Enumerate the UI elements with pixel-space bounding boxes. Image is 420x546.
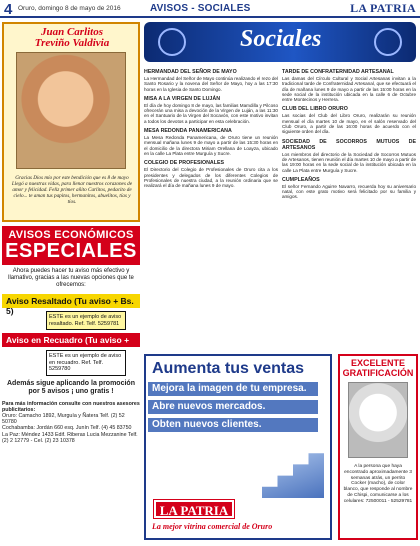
- ad-line: Obten nuevos clientes.: [148, 418, 318, 432]
- notice-body: El Directorio del Colegio de Profesionales de Oruro cita a los presidentes y delegados de los diferentes Colegios de Profesionales de nuestra ciudad, a la reunión ordinaria que se realizará el día de mañana lunes 9 de mayo.: [144, 167, 278, 189]
- birthday-announcement: [2, 22, 140, 222]
- left-column: [2, 22, 140, 444]
- header-date: Oruro, domingo 8 de mayo de 2016: [18, 5, 121, 12]
- reward-title: EXCELENTE GRATIFICACIÓN: [342, 358, 414, 378]
- ads-banner: [2, 226, 140, 265]
- reward-notice: [338, 354, 418, 540]
- ad-option-boxed: Aviso en Recuadro (Tu aviso + Bs.15): [2, 333, 140, 347]
- sociales-title: Sociales: [240, 26, 322, 52]
- reward-body: A la persona que haya encontrado aproximadamente 3 semanas atrás, un perrito Cocker (macho), de color blanco, que responde al nombre de Chispi, comunicarse a los celulares: 72500011 - 52529781: [343, 464, 413, 504]
- ad-option-highlighted: Aviso Resaltado (Tu aviso + Bs. 5): [2, 294, 140, 308]
- ad-line: Mejora la imagen de tu empresa.: [148, 382, 318, 396]
- notice-body: El día de hoy domingo 8 de mayo, las familias Mamdilla y Pilcoso ofrecerán una misa a devoción de la Virgen de Luján, a las 11:30 en el Santuario de la Virgen del Socavón, con este motivo invitan a todos los devotos a participar en esta celebración.: [144, 102, 278, 124]
- notice-body: Las damas del Círculo Cultural y Social Artesanas invitan a la tradicional tarde de Confraternidad Artesanal, que se efectuará el día de mañana lunes 9 de mayo a partir de las 15:00 horas en la sede social de la institución ubicada en la calle 6 de Octubre entre Montecinos y Herrera.: [282, 76, 416, 103]
- birthday-name: Juan Carlitos Treviño Valdivia: [34, 26, 110, 49]
- section-title: AVISOS - SOCIALES: [150, 3, 251, 14]
- ad-sample-boxed: ESTE es un ejemplo de aviso en recuadro. Ref. Telf. 5259780: [46, 350, 126, 376]
- ornament-icon: [374, 28, 402, 56]
- dog-photo: [348, 382, 408, 458]
- notice-body: La Hermandad del Señor de Mayo continúa realizando el rezo del Santo Rosario y la novena del Señor de Mayo, hoy a las 17:30 horas en la Iglesia de Santo Domingo.: [144, 76, 278, 92]
- ornament-icon: [158, 28, 186, 56]
- ad-slogan: La mejor vitrina comercial de Oruro: [152, 522, 273, 531]
- ad-sample-highlighted: ESTE es un ejemplo de aviso resaltado. Ref. Telf. 5259781: [46, 311, 126, 330]
- ad-title: Aumenta tus ventas: [152, 360, 305, 377]
- page-number: 4: [4, 1, 13, 18]
- contact-title: Para más información consulte con nuestros asesores publicitarios:: [2, 400, 140, 413]
- sociales-section: [144, 22, 416, 202]
- ads-intro: Ahora puedes hacer tu aviso más efectivo y llamativo, gracias a las nuevas opciones que te ofrecemos:: [8, 268, 134, 288]
- birthday-message: Gracias Dios mío por este bendición que es 8 de mayo Llegó a nuestras vidas, para llenar nuestros corazones de amor y felicidad. Feliz primer añito Carlitos, pedacito de cielo... te aman tus papitos, hermanitos, abuelitos, tías y tíos.: [11, 175, 133, 205]
- sociales-col-1: [144, 65, 278, 202]
- contact-info: [2, 401, 140, 444]
- notice-body: Las socias del Club del Libro Oruro, realizarán su reunión mensual el día martes 10 de mayo, en el salón reservado del Club Oruro, a partir de las 16:00 horas de acuerdo con el siguiente orden del día.: [282, 113, 416, 135]
- notice-title: CLUB DEL LIBRO ORURO: [282, 106, 348, 113]
- contact-line: La Paz: Méndez 1433 Edif. Riberas Lucia Mezzanine Telf. (2) 2 12779 - Cel. (2) 23 10378: [2, 431, 138, 444]
- notice-body: La Mesa Redonda Panamericana, de Oruro tiene un reunión mensual mañana lunes 9 de mayo a partir de las 15:30 horas en el domicilio de la directora Miriam Orellana de Loayza, ubicado en la calle La Plata entre Murguía y Sucre.: [144, 135, 278, 156]
- masthead-logo: LA PATRIA: [350, 1, 416, 15]
- contact-line: Cochabamba: Jordán 660 esq. Junín Telf. (4) 45 83750: [2, 425, 132, 432]
- notice-title: CUMPLEAÑOS: [282, 176, 320, 183]
- notice-title: MESA REDONDA PANAMERICANA: [144, 128, 232, 135]
- notice-body: El señor Fernando Aguirre Navarro, recuerda hoy su aniversario natal, con este grato motivo será felicitado por su familia y amigos.: [282, 183, 416, 200]
- promo-text: Además sigue aplicando la promoción por 5 avisos ¡ uno gratis !: [7, 379, 135, 395]
- baby-photo: [16, 52, 126, 169]
- ads-banner-line1: AVISOS ECONÓMICOS: [8, 229, 134, 241]
- notice-title: MISA A LA VIRGEN DE LUJÁN: [144, 95, 221, 102]
- notice-body: Los miembros del directorio de la Sociedad de Socorros Mutuos de Artesanos, tienen reunión el día martes 10 de mayo a partir de las 19:00 horas en la sede social de la institución ubicada en la calle La Plata entre Murguía y Sucre.: [282, 151, 416, 173]
- ads-banner-line2: ESPECIALES: [5, 240, 137, 262]
- notice-title: HERMANDAD DEL SEÑOR DE MAYO: [144, 69, 237, 75]
- page-header: [0, 0, 420, 18]
- sociales-columns: [144, 65, 416, 202]
- ad-line: Abre nuevos mercados.: [148, 400, 318, 414]
- advertising-promo: [144, 354, 332, 540]
- la-patria-logo: LA PATRIA: [154, 500, 234, 518]
- sociales-banner: [144, 22, 416, 62]
- notice-title: SOCIEDAD DE SOCORROS MUTUOS DE ARTESANOS: [282, 138, 416, 151]
- classified-ads-promo: [2, 226, 140, 444]
- contact-line: Oruro: Camacho 1892, Murguía y Ñatera Telf. (2) 52 50780: [2, 412, 125, 426]
- notice-title: COLEGIO DE PROFESIONALES: [144, 160, 225, 167]
- staircase-graphic: [262, 442, 324, 498]
- sociales-col-2: [282, 65, 416, 202]
- notice-title: TARDE DE CONFRATERNIDAD ARTESANAL: [282, 69, 394, 75]
